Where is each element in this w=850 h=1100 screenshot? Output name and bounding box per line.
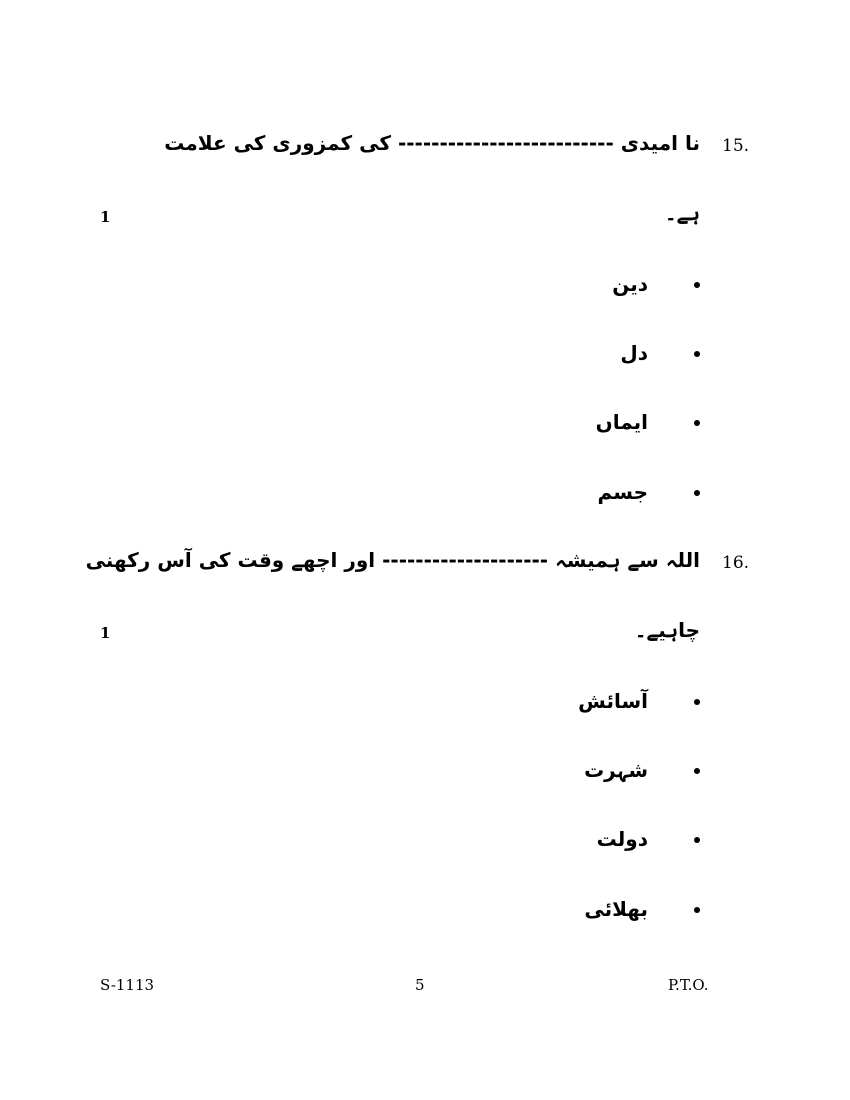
- bullet-icon: [694, 907, 700, 913]
- option-b: [450, 341, 700, 371]
- bullet-icon: [694, 420, 700, 426]
- bullet-icon: [694, 699, 700, 705]
- option-text: جسم: [597, 480, 648, 504]
- option-a: [450, 272, 700, 302]
- option-d: [450, 897, 700, 927]
- option-text: آسائش: [578, 689, 648, 713]
- question-text-continued: ہے۔: [664, 201, 700, 225]
- question-marks: 1: [100, 208, 111, 226]
- question-text: نا امیدی -------------------------- کی کمزوری کی علامت: [164, 131, 700, 155]
- bullet-icon: [694, 837, 700, 843]
- bullet-icon: [694, 490, 700, 496]
- option-text: ایماں: [595, 410, 648, 434]
- option-c: [450, 827, 700, 857]
- question-text-continued: چاہیے۔: [634, 618, 700, 642]
- option-a: [450, 689, 700, 719]
- pto-label: P.T.O.: [668, 976, 709, 994]
- page-number: 5: [415, 976, 425, 994]
- option-text: شہرت: [584, 758, 648, 782]
- paper-code: S-1113: [100, 976, 155, 994]
- bullet-icon: [694, 768, 700, 774]
- bullet-icon: [694, 351, 700, 357]
- option-text: بھلائی: [584, 897, 648, 921]
- question-number: 15.: [722, 136, 750, 156]
- option-text: دین: [612, 272, 648, 296]
- option-d: [450, 480, 700, 510]
- bullet-icon: [694, 282, 700, 288]
- question-number: 16.: [722, 553, 750, 573]
- option-text: دل: [620, 341, 648, 365]
- option-text: دولت: [596, 827, 648, 851]
- option-b: [450, 758, 700, 788]
- question-text: اللہ سے ہمیشہ -------------------- اور اچھے وقت کی آس رکھنی: [85, 548, 700, 572]
- question-marks: 1: [100, 624, 111, 642]
- option-c: [450, 410, 700, 440]
